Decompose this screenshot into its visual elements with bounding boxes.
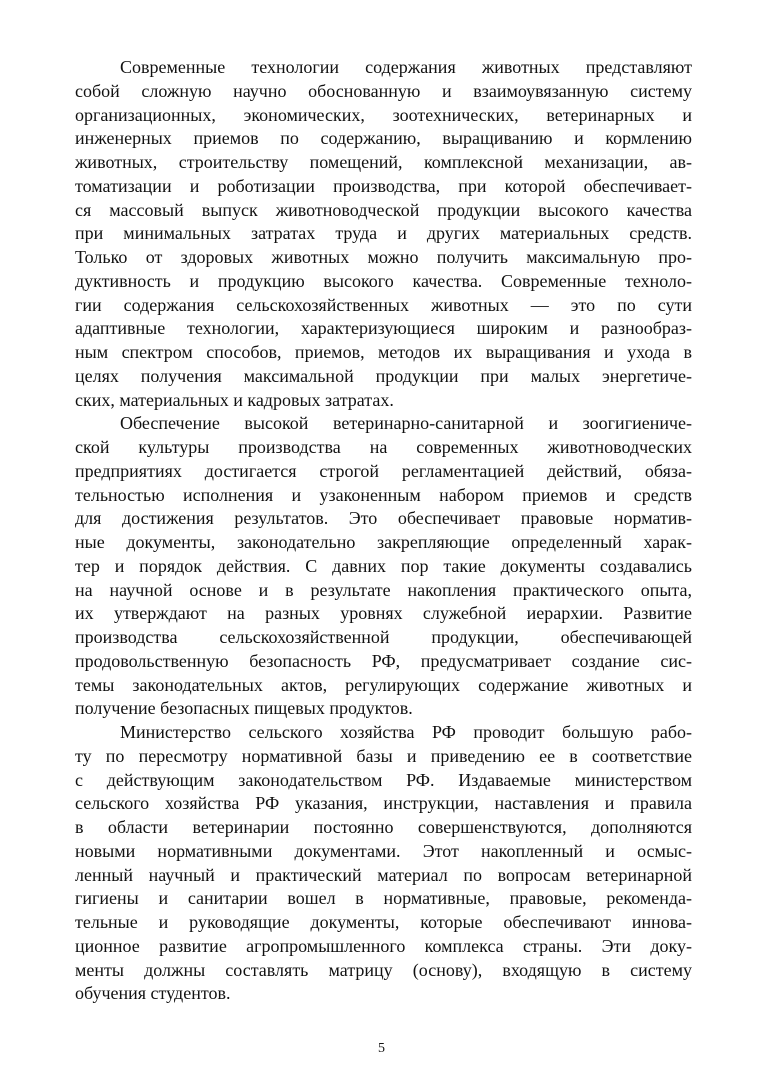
text-line: их утверждают на разных уровнях служебной иерархии. Развитие bbox=[75, 603, 692, 624]
text-line: тер и порядок действия. С давних пор такие документы создавались bbox=[75, 555, 692, 576]
paragraph-2 bbox=[75, 412, 692, 721]
text-line: организационных, экономических, зоотехнических, ветеринарных и bbox=[75, 104, 692, 125]
text-line: томатизации и роботизации производства, при которой обеспечивает- bbox=[75, 175, 692, 196]
text-line: адаптивные технологии, характеризующиеся широким и разнообраз- bbox=[75, 318, 692, 339]
paragraph-3 bbox=[75, 721, 692, 1006]
text-line: ционное развитие агропромышленного комплекса страны. Эти доку- bbox=[75, 935, 692, 956]
text-line: новыми нормативными документами. Этот накопленный и осмыс- bbox=[75, 840, 692, 861]
text-line: в области ветеринарии постоянно совершенствуются, дополняются bbox=[75, 817, 692, 837]
text-line: ской культуры производства на современных животноводческих bbox=[75, 437, 692, 457]
text-line: на научной основе и в результате накопления практического опыта, bbox=[75, 579, 692, 600]
text-line: ленный научный и практический материал по вопросам ветеринарной bbox=[75, 864, 692, 885]
text-line: тельные и руководящие документы, которые обеспечивают иннова- bbox=[75, 912, 692, 932]
text-line: целях получения максимальной продукции при малых энергетиче- bbox=[75, 365, 692, 386]
text-line: тельностью исполнения и узаконенным набором приемов и средств bbox=[75, 484, 692, 505]
text-line: Обеспечение высокой ветеринарно-санитарной и зоогигиениче- bbox=[120, 413, 692, 434]
paragraph-1 bbox=[75, 56, 692, 412]
text-line: гии содержания сельскохозяйственных животных — это по сути bbox=[75, 294, 692, 315]
text-line: получение безопасных пищевых продуктов. bbox=[75, 698, 413, 719]
document-page bbox=[75, 56, 692, 1006]
text-line: животных, строительству помещений, комплексной механизации, ав- bbox=[75, 152, 692, 172]
text-line: с действующим законодательством РФ. Издаваемые министерством bbox=[75, 769, 692, 790]
text-line: ся массовый выпуск животноводческой продукции высокого качества bbox=[75, 199, 692, 220]
text-line: темы законодательных актов, регулирующих содержание животных и bbox=[75, 674, 692, 695]
text-line: продовольственную безопасность РФ, предусматривает создание сис- bbox=[75, 650, 692, 671]
page-number: 5 bbox=[378, 1041, 385, 1056]
text-line: при минимальных затратах труда и других материальных средств. bbox=[75, 223, 692, 244]
text-line: собой сложную научно обоснованную и взаимоувязанную систему bbox=[75, 80, 692, 101]
text-line: ту по пересмотру нормативной базы и приведению ее в соответствие bbox=[75, 745, 692, 766]
text-line: гигиены и санитарии вошел в нормативные, правовые, рекоменда- bbox=[75, 888, 692, 909]
text-line: ских, материальных и кадровых затратах. bbox=[75, 389, 394, 410]
text-line: дуктивность и продукцию высокого качества. Современные техноло- bbox=[75, 270, 692, 291]
text-line: предприятиях достигается строгой регламентацией действий, обяза- bbox=[75, 460, 692, 481]
text-line: сельского хозяйства РФ указания, инструкции, наставления и правила bbox=[75, 793, 692, 814]
text-line: ным спектром способов, приемов, методов их выращивания и ухода в bbox=[75, 342, 692, 362]
text-line: производства сельскохозяйственной продукции, обеспечивающей bbox=[75, 627, 692, 647]
text-line: менты должны составлять матрицу (основу), входящую в систему bbox=[75, 959, 692, 980]
text-line: инженерных приемов по содержанию, выращиванию и кормлению bbox=[75, 128, 692, 149]
text-line: ные документы, законодательно закрепляющие определенный харак- bbox=[75, 532, 692, 552]
text-line: Только от здоровых животных можно получить максимальную про- bbox=[75, 247, 692, 267]
text-line: для достижения результатов. Это обеспечивает правовые норматив- bbox=[75, 508, 692, 529]
text-line: Министерство сельского хозяйства РФ проводит большую рабо- bbox=[120, 722, 692, 742]
text-line: Современные технологии содержания животных представляют bbox=[120, 57, 692, 77]
text-line: обучения студентов. bbox=[75, 983, 231, 1004]
